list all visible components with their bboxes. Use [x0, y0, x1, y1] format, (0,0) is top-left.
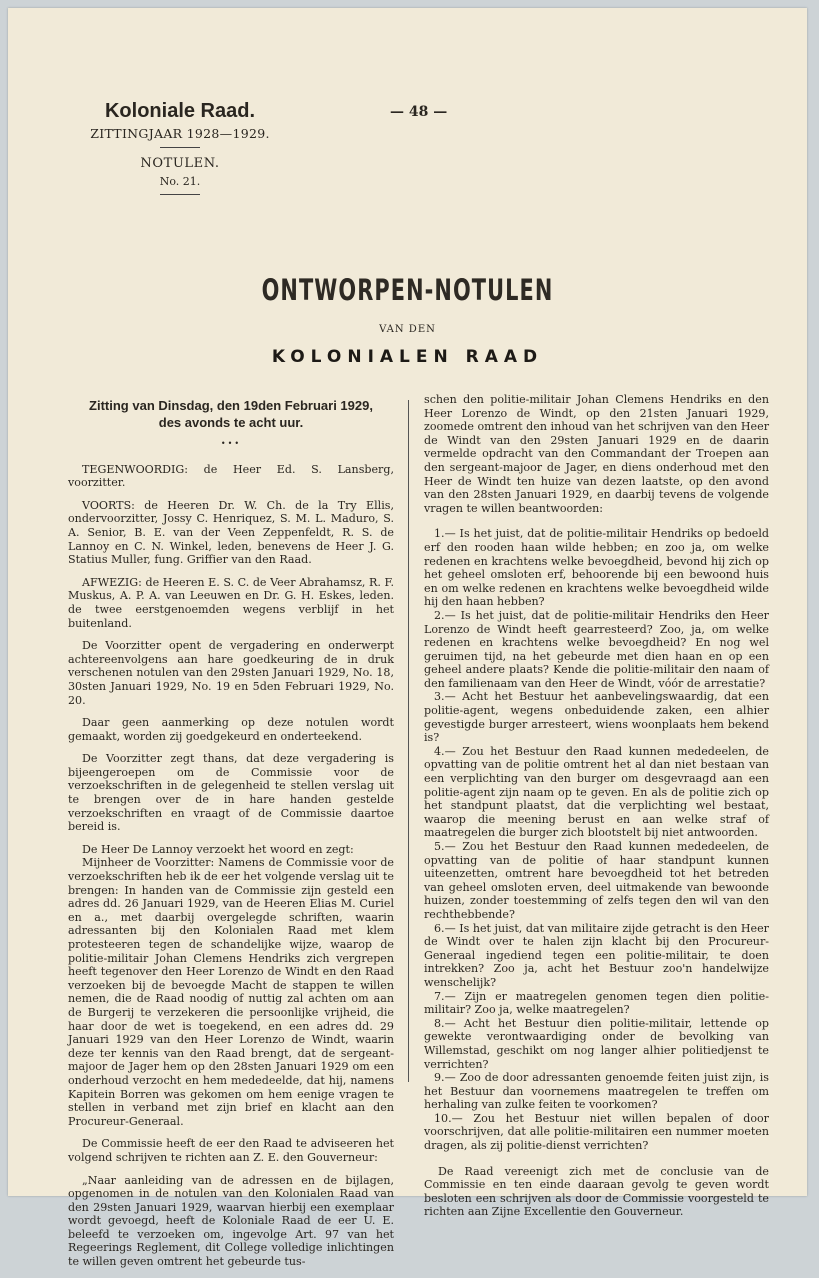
- document-type: NOTULEN.: [140, 156, 220, 171]
- paragraph: De Raad vereenigt zich met de conclusie van de Commissie en ten einde daaraan gevolg te geven wordt besloten een schrijven als door de Commissie voorgesteld te richten aan Zijne Excellentie den Gouverneur.: [424, 1164, 769, 1219]
- list-item: 5.— Zou het Bestuur den Raad kunnen mededeelen, de opvatting van de politie of haar standpunt kunnen uiteenzetten, omtrent hare bevoegdheid tot het betreden van geheel omsloten erven, deel uitmakende van bewoonde huizen, zonder toestemming of zelfs tegen den wil van den rechthebbende?: [424, 840, 769, 921]
- paragraph: schen den politie-militair Johan Clemens Hendriks en den Heer Lorenzo de Windt, op den 21sten Januari 1929, zoomede omtrent den inhoud van het schrijven van den Heer de Windt van den 29sten Januari 1929 en de daarin vermelde opdracht van den Commandant der Troepen aan den sergeant-majoor de Jager, en diens onderhoud met den Heer de Windt ten huize van dezen laatste, op den avond van den 28sten Januari 1929, en daarbij tevens de volgende vragen te willen beantwoorden:: [424, 393, 769, 515]
- left-column: [68, 397, 394, 1278]
- header-rule: [160, 147, 200, 148]
- list-item: 10.— Zou het Bestuur niet willen bepalen of door voorschrijven, dat alle politie-militairen een nummer moeten dragen, als zij politie-dienst verrichten?: [424, 1111, 769, 1153]
- session-year: ZITTINGJAAR 1928—1929.: [90, 126, 270, 141]
- column-divider: [408, 400, 409, 1082]
- list-item: 4.— Zou het Bestuur den Raad kunnen mededeelen, de opvatting van de politie omtrent het al dan niet bestaan van een verplichting van den burger om desgevraagd aan een politie-agent zijn naam op te geven. En als de politie zich op het standpunt plaatst, dat die verplichting wel bestaat, waarop die meening berust en aan welke straf of maatregelen die burger zich blootstelt bij niet antwoorden.: [424, 744, 769, 840]
- document-page: [8, 8, 807, 1269]
- list-item: 1.— Is het juist, dat de politie-militair Hendriks op bedoeld erf den rooden haan wilde hebben; en zoo ja, om welke redenen en krachtens welke bevoegdheid, bevond hij zich op het geheel omsloten erf, behoorende bij een bewoond huis en om welke redenen en krachtens welke bevoegdheid wilde hij den haan hebben?: [424, 527, 769, 609]
- paragraph: De Voorzitter opent de vergadering en onderwerpt achtereenvolgens aan hare goedkeuring de in druk verschenen notulen van den 29sten Januari 1929, No. 18, 30sten Januari 1929, No. 19 en 5den Februari 1929, No. 20.: [68, 639, 394, 707]
- document-number: No. 21.: [159, 175, 201, 188]
- header-rule-2: [160, 194, 200, 195]
- session-line-1: Zitting van Dinsdag, den 19den Februari 1929,: [89, 398, 373, 413]
- paragraph: „Naar aanleiding van de adressen en de bijlagen, opgenomen in de notulen van den Kolonialen Raad van den 29sten Januari 1929, waarvan hierbij een exemplaar wordt gevoegd, heeft de Koloniale Raad de eer U. E. beleefd te verzoeken om, ingevolge Art. 97 van het Regeerings Reglement, dit College volledige inlichtingen te willen geven omtrent het gebeurde tus-: [68, 1173, 394, 1269]
- paragraph: De Heer De Lannoy verzoekt het woord en zegt:: [82, 842, 354, 856]
- paragraph: AFWEZIG: de Heeren E. S. C. de Veer Abrahamsz, R. F. Muskus, A. P. A. van Leeuwen en Dr. G. H. Eskes, leden. de twee eerstgenoemden wegens verblijf in het buitenland.: [68, 575, 394, 630]
- paragraph: De Commissie heeft de eer den Raad te adviseeren het volgend schrijven te richten aan Z. E. den Gouverneur:: [68, 1137, 394, 1164]
- session-line-2: des avonds te acht uur.: [158, 415, 304, 430]
- page-number: — 48 —: [390, 104, 448, 120]
- list-item: 8.— Acht het Bestuur dien politie-militair, lettende op gewekte verontwaardiging onder de bevolking van Willemstad, geschikt om nog langer alhier politiedjenst te verrichten?: [424, 1016, 769, 1071]
- header-block: [70, 100, 290, 201]
- paragraph: VOORTS: de Heeren Dr. W. Ch. de la Try Ellis, ondervoorzitter, Jossy C. Henriquez, S. M. L. Maduro, S. A. Senior, B. E. van der Veen Zeppenfeldt, R. S. de Lannoy en C. N. Winkel, leden, benevens de Heer J. G. Statius Muller, fung. Griffier van den Raad.: [68, 498, 394, 567]
- list-item: 9.— Zoo de door adressanten genoemde feiten juist zijn, is het Bestuur dan voornemens maatregelen te treffen om herhaling van zulke feiten te voorkomen?: [424, 1071, 769, 1112]
- title-van-den: VAN DEN: [379, 324, 436, 335]
- paragraph: Mijnheer de Voorzitter: Namens de Commissie voor de verzoekschriften heb ik de eer het volgende verslag uit te brengen: In handen van de Commissie zijn gesteld een adres dd. 26 Januari 1929, van de Heeren Elias M. Curiel en a., met daarbij overgelegde schriften, waarin adressanten bij den Kolonialen Raad met klem protesteeren tegen de schandelijke wijze, waarop de politie-militair Johan Clemens Hendriks zich vergrepen heeft tegenover den Heer Lorenzo de Windt en den Raad verzoeken bij de bevoegde Macht de stappen te willen nemen, die de Raad noodig of nuttig zal achten om aan de Burgerij te verzekeren die persoonlijke vrijheid, die haar door de wet is toegekend, en een adres dd. 29 Januari 1929 van den Heer Lorenzo de Windt, waarin deze ter kennis van den Raad brengt, dat de sergeant-majoor de Jager hem op den 28sten Januari 1929 om een onderhoud verzocht en hem mededeelde, dat hij, namens Kapitein Borren was gekomen om hem eenige vragen te stellen in verband met zijn brief en klacht aan den Procureur-Generaal.: [68, 856, 394, 1128]
- session-heading: [68, 397, 394, 431]
- list-item: 3.— Acht het Bestuur het aanbevelingswaardig, dat een politie-agent, wegens onbeduidende zaken, een alhier gevestigde burger arresteert, wiens woonplaats hem bekend is?: [424, 690, 769, 745]
- question-list: [424, 527, 769, 1152]
- council-name: Koloniale Raad.: [104, 100, 256, 122]
- paragraph: Daar geen aanmerking op deze notulen wordt gemaakt, worden zij goedgekeurd en onderteekend.: [68, 716, 394, 743]
- council-title: KOLONIALEN RAAD: [271, 347, 544, 367]
- list-item: 6.— Is het juist, dat van militaire zijde getracht is den Heer de Windt over te halen zijn klacht bij den Procureur-Generaal ingediend tegen een politie-militair, te doen intrekken? Zoo ja, acht het Bestuur zoo'n handelwijze wenschelijk?: [424, 921, 769, 989]
- paragraph: TEGENWOORDIG: de Heer Ed. S. Lansberg, voorzitter.: [68, 462, 394, 490]
- page-title: ONTWORPEN-NOTULEN: [261, 273, 554, 307]
- list-item: 2.— Is het juist, dat de politie-militair Hendriks den Heer Lorenzo de Windt heeft gearresteerd? Zoo, ja, om welke redenen en krachtens welke bevoegdheid? En nog wel geruimen tijd, na het gebeurde met dien haan en op een geheel andere plaats? Kende die politie-militair den naam of den familienaam van den Heer de Windt, vóór de arrestatie?: [424, 608, 769, 690]
- paragraph: De Voorzitter zegt thans, dat deze vergadering is bijeengeroepen om de Commissie voor de verzoekschriften in de gelegenheid te stellen verslag uit te brengen over de in hare handen gestelde verzoekschriften en vraagt of de Commissie daartoe bereid is.: [68, 752, 394, 834]
- ornament-separator: •••: [220, 439, 242, 448]
- list-item: 7.— Zijn er maatregelen genomen tegen dien politie-militair? Zoo ja, welke maatregelen?: [424, 989, 769, 1017]
- right-column: [424, 393, 769, 1228]
